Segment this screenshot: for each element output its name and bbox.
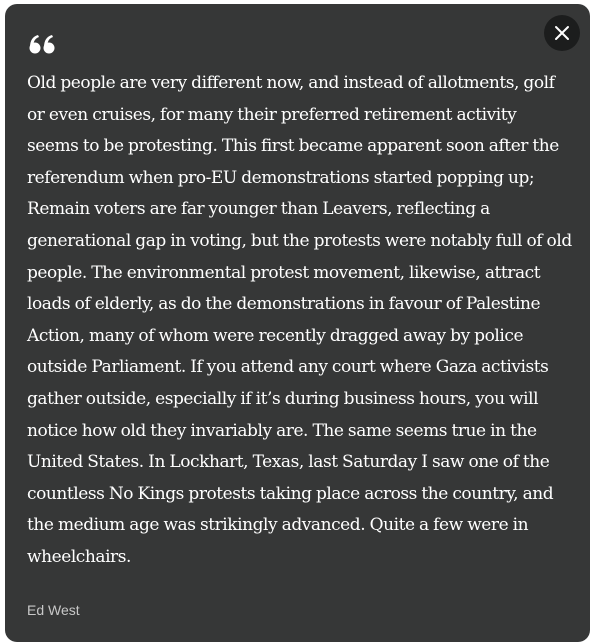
quote-author: Ed West (27, 602, 80, 618)
close-icon (554, 25, 570, 41)
quote-text: Old people are very different now, and instead of allotments, golf or even cruises, for many their preferred retirement activity seems to be protesting. This first became apparent soon after the referendum when pro-EU demonstrations started popping up; Remain voters are far younger than Leavers, reflecting a generational gap in voting, but the protests were notably full of old people. The environmental protest movement, likewise, attract loads of elderly, as do the demonstrations in favour of Palestine Action, many of whom were recently dragged away by police outside Parliament. If you attend any court where Gaza activists gather outside, especially if it’s during business hours, you will notice how old they invariably are. The same seems true in the United States. In Lockhart, Texas, last Saturday I saw one of the countless No Kings protests taking place across the country, and the medium age was strikingly advanced. Quite a few were in wheelchairs. (27, 73, 572, 567)
close-button[interactable] (544, 15, 580, 51)
quote-mark-icon (28, 34, 56, 54)
quote-card (5, 4, 590, 642)
